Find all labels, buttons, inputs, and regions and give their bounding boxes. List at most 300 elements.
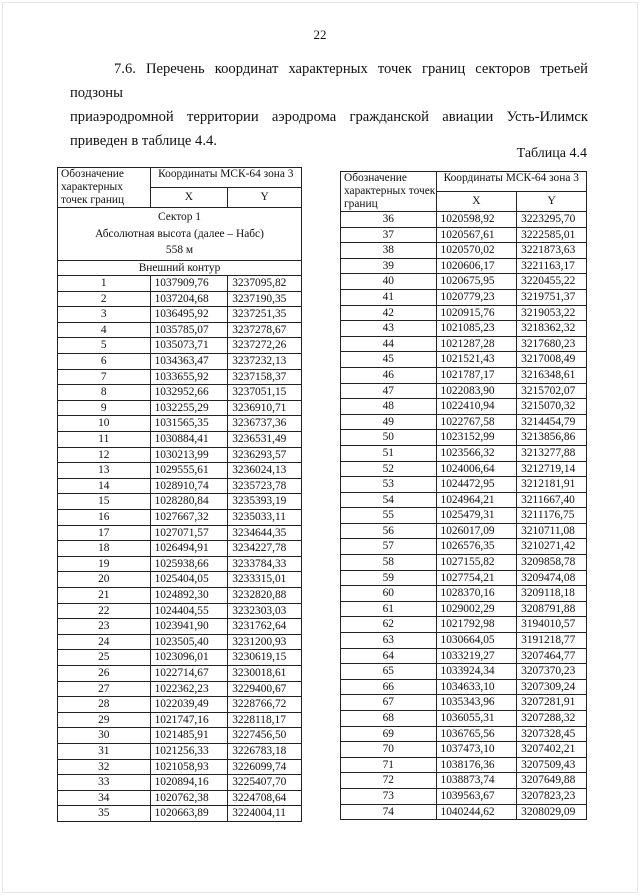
point-number: 70 — [341, 742, 437, 758]
coordinate-x: 1021792,98 — [436, 617, 517, 633]
intro-line-3: приведен в таблице 4.4. — [70, 133, 217, 149]
table-row — [58, 525, 302, 541]
coordinate-x: 1040244,62 — [436, 804, 517, 820]
coordinate-x: 1034363,47 — [150, 354, 228, 370]
coordinate-x: 1020762,38 — [150, 790, 228, 806]
coordinate-y: 3207309,24 — [517, 679, 587, 695]
coordinate-x: 1035343,96 — [436, 695, 517, 711]
coordinate-y: 3219751,37 — [517, 289, 587, 305]
table-row — [58, 338, 302, 354]
table-row — [341, 258, 587, 274]
coordinate-y: 3207281,91 — [517, 695, 587, 711]
point-number: 24 — [58, 634, 151, 650]
table-row — [341, 711, 587, 727]
coordinate-y: 3234644,35 — [228, 525, 302, 541]
point-number: 58 — [341, 555, 437, 571]
coordinate-y: 3219053,22 — [517, 305, 587, 321]
point-number: 45 — [341, 352, 437, 368]
point-number: 20 — [58, 572, 151, 588]
table-row — [58, 712, 302, 728]
table-row — [58, 775, 302, 791]
table-row — [341, 445, 587, 461]
table-row — [341, 726, 587, 742]
coordinate-x: 1030884,41 — [150, 432, 228, 448]
coordinate-x: 1036055,31 — [436, 711, 517, 727]
coordinate-x: 1039563,67 — [436, 788, 517, 804]
table-row — [341, 399, 587, 415]
table-row — [341, 274, 587, 290]
coordinate-x: 1026576,35 — [436, 539, 517, 555]
table-row — [58, 385, 302, 401]
point-number: 2 — [58, 291, 151, 307]
coordinate-y: 3207328,45 — [517, 726, 587, 742]
point-number: 51 — [341, 445, 437, 461]
point-number: 44 — [341, 336, 437, 352]
sector-height-label: Абсолютная высота (далее – Набс) — [95, 227, 264, 240]
point-number: 6 — [58, 354, 151, 370]
point-number: 30 — [58, 728, 151, 744]
table-row — [341, 321, 587, 337]
header-x: X — [150, 188, 228, 208]
coordinate-y: 3215070,32 — [517, 399, 587, 415]
point-number: 35 — [58, 806, 151, 822]
point-number: 1 — [58, 276, 151, 292]
table-row — [341, 212, 587, 228]
coordinate-y: 3209474,08 — [517, 570, 587, 586]
coordinate-y: 3236737,36 — [228, 416, 302, 432]
coordinate-x: 1022410,94 — [436, 399, 517, 415]
coordinate-y: 3237278,67 — [228, 322, 302, 338]
table-row — [341, 617, 587, 633]
table-row — [58, 494, 302, 510]
coordinate-x: 1035073,71 — [150, 338, 228, 354]
coordinate-y: 3231762,64 — [228, 619, 302, 635]
point-number: 71 — [341, 757, 437, 773]
coordinate-y: 3227456,50 — [228, 728, 302, 744]
coordinate-x: 1026017,09 — [436, 523, 517, 539]
table-row — [58, 276, 302, 292]
coordinate-y: 3230619,15 — [228, 650, 302, 666]
table-row — [58, 510, 302, 526]
point-number: 68 — [341, 711, 437, 727]
point-number: 74 — [341, 804, 437, 820]
table-row — [341, 586, 587, 602]
table-row — [341, 539, 587, 555]
coordinate-y: 3209858,78 — [517, 555, 587, 571]
table-row — [58, 556, 302, 572]
point-number: 27 — [58, 681, 151, 697]
coordinate-x: 1021287,28 — [436, 336, 517, 352]
coordinate-x: 1020567,61 — [436, 227, 517, 243]
header-y: Y — [517, 192, 587, 212]
table-row — [341, 804, 587, 820]
point-number: 53 — [341, 477, 437, 493]
point-number: 41 — [341, 289, 437, 305]
point-number: 64 — [341, 648, 437, 664]
point-number: 46 — [341, 367, 437, 383]
point-number: 7 — [58, 369, 151, 385]
coordinate-y: 3237190,35 — [228, 291, 302, 307]
coordinate-y: 3207509,43 — [517, 757, 587, 773]
point-number: 72 — [341, 773, 437, 789]
coordinate-y: 3194010,57 — [517, 617, 587, 633]
coordinate-x: 1032952,66 — [150, 385, 228, 401]
coordinate-x: 1020915,76 — [436, 305, 517, 321]
coordinate-x: 1020779,23 — [436, 289, 517, 305]
coordinate-y: 3218362,32 — [517, 321, 587, 337]
coordinate-y: 3235393,19 — [228, 494, 302, 510]
header-point-label: Обозначение характерных точек границ — [341, 172, 437, 212]
point-number: 38 — [341, 243, 437, 259]
point-number: 57 — [341, 539, 437, 555]
coordinate-x: 1026494,91 — [150, 541, 228, 557]
table-row — [341, 367, 587, 383]
coordinate-y: 3228118,17 — [228, 712, 302, 728]
coordinate-x: 1020598,92 — [436, 212, 517, 228]
coordinate-x: 1025404,05 — [150, 572, 228, 588]
point-number: 3 — [58, 307, 151, 323]
coordinate-y: 3224708,64 — [228, 790, 302, 806]
table-row — [58, 354, 302, 370]
table-row — [58, 478, 302, 494]
point-number: 49 — [341, 414, 437, 430]
coordinate-x: 1022039,49 — [150, 697, 228, 713]
coordinate-x: 1033219,27 — [436, 648, 517, 664]
coordinate-y: 3223295,70 — [517, 212, 587, 228]
coordinate-y: 3237232,13 — [228, 354, 302, 370]
coordinate-x: 1024472,95 — [436, 477, 517, 493]
point-number: 63 — [341, 633, 437, 649]
point-number: 36 — [341, 212, 437, 228]
coordinate-x: 1028370,16 — [436, 586, 517, 602]
coordinate-y: 3236024,13 — [228, 463, 302, 479]
coordinate-y: 3210711,08 — [517, 523, 587, 539]
table-row — [58, 587, 302, 603]
coordinate-y: 3208029,09 — [517, 804, 587, 820]
point-number: 12 — [58, 447, 151, 463]
coordinate-x: 1027155,82 — [436, 555, 517, 571]
coordinate-x: 1029002,29 — [436, 601, 517, 617]
table-row — [58, 572, 302, 588]
point-number: 65 — [341, 664, 437, 680]
table-row — [341, 742, 587, 758]
coordinate-x: 1021747,16 — [150, 712, 228, 728]
table-row — [341, 555, 587, 571]
sector-height-value: 558 м — [165, 244, 194, 256]
header-point-label: Обозначение характерных точек границ — [58, 168, 151, 208]
point-number: 59 — [341, 570, 437, 586]
coordinate-x: 1023941,90 — [150, 619, 228, 635]
table-row — [58, 603, 302, 619]
coordinate-y: 3233784,33 — [228, 556, 302, 572]
table-row — [341, 352, 587, 368]
coordinates-table-left — [57, 167, 302, 822]
point-number: 25 — [58, 650, 151, 666]
table-row — [58, 541, 302, 557]
coordinate-y: 3207288,32 — [517, 711, 587, 727]
point-number: 14 — [58, 478, 151, 494]
table-row — [341, 757, 587, 773]
coordinate-x: 1021058,93 — [150, 759, 228, 775]
coordinate-x: 1024006,64 — [436, 461, 517, 477]
point-number: 67 — [341, 695, 437, 711]
table-row — [58, 728, 302, 744]
table-row — [341, 430, 587, 446]
table-row — [58, 447, 302, 463]
coordinate-y: 3215702,07 — [517, 383, 587, 399]
coordinate-y: 3211176,75 — [517, 508, 587, 524]
coordinate-x: 1023505,40 — [150, 634, 228, 650]
coordinate-y: 3210271,42 — [517, 539, 587, 555]
coordinate-y: 3221873,63 — [517, 243, 587, 259]
coordinate-x: 1020675,95 — [436, 274, 517, 290]
table-row — [58, 619, 302, 635]
point-number: 40 — [341, 274, 437, 290]
coordinate-y: 3224004,11 — [228, 806, 302, 822]
coordinate-x: 1020663,89 — [150, 806, 228, 822]
coordinate-y: 3236293,57 — [228, 447, 302, 463]
coordinate-y: 3216348,61 — [517, 367, 587, 383]
point-number: 33 — [58, 775, 151, 791]
coordinate-y: 3228766,72 — [228, 697, 302, 713]
table-row — [58, 790, 302, 806]
coordinate-y: 3207464,77 — [517, 648, 587, 664]
point-number: 4 — [58, 322, 151, 338]
coordinate-y: 3229400,67 — [228, 681, 302, 697]
coordinate-y: 3207823,23 — [517, 788, 587, 804]
point-number: 8 — [58, 385, 151, 401]
table-row — [341, 305, 587, 321]
table-caption: Таблица 4.4 — [516, 146, 587, 161]
coordinate-y: 3213277,88 — [517, 445, 587, 461]
coordinate-y: 3233315,01 — [228, 572, 302, 588]
table-row — [341, 477, 587, 493]
coordinate-x: 1021521,43 — [436, 352, 517, 368]
coordinate-y: 3237051,15 — [228, 385, 302, 401]
table-row — [341, 227, 587, 243]
coordinate-x: 1020894,16 — [150, 775, 228, 791]
coordinate-y: 3232820,88 — [228, 587, 302, 603]
coordinate-x: 1036765,56 — [436, 726, 517, 742]
point-number: 60 — [341, 586, 437, 602]
coordinate-y: 3237272,26 — [228, 338, 302, 354]
coordinate-x: 1022083,90 — [436, 383, 517, 399]
coordinate-y: 3217008,49 — [517, 352, 587, 368]
coordinate-x: 1021256,33 — [150, 743, 228, 759]
coordinate-y: 3237158,37 — [228, 369, 302, 385]
table-row — [58, 634, 302, 650]
table-row — [58, 743, 302, 759]
point-number: 48 — [341, 399, 437, 415]
point-number: 47 — [341, 383, 437, 399]
table-row — [58, 759, 302, 775]
coordinate-x: 1023566,32 — [436, 445, 517, 461]
coordinate-y: 3226783,18 — [228, 743, 302, 759]
table-row — [341, 788, 587, 804]
point-number: 15 — [58, 494, 151, 510]
coordinate-y: 3232303,03 — [228, 603, 302, 619]
coordinate-y: 3212719,14 — [517, 461, 587, 477]
table-row — [341, 773, 587, 789]
point-number: 29 — [58, 712, 151, 728]
coordinate-x: 1028280,84 — [150, 494, 228, 510]
coordinates-table-right — [340, 171, 587, 820]
coordinate-x: 1027667,32 — [150, 510, 228, 526]
coordinate-x: 1024964,21 — [436, 492, 517, 508]
coordinate-x: 1037909,76 — [150, 276, 228, 292]
coordinate-y: 3234227,78 — [228, 541, 302, 557]
coordinate-x: 1021085,23 — [436, 321, 517, 337]
table-row — [341, 648, 587, 664]
coordinate-x: 1024404,55 — [150, 603, 228, 619]
point-number: 19 — [58, 556, 151, 572]
coordinate-y: 3211667,40 — [517, 492, 587, 508]
table-row — [341, 289, 587, 305]
point-number: 13 — [58, 463, 151, 479]
coordinate-x: 1034633,10 — [436, 679, 517, 695]
point-number: 5 — [58, 338, 151, 354]
table-row — [58, 291, 302, 307]
coordinate-x: 1020606,17 — [436, 258, 517, 274]
table-row — [341, 414, 587, 430]
table-row — [341, 601, 587, 617]
coordinate-y: 3231200,93 — [228, 634, 302, 650]
coordinate-x: 1033655,92 — [150, 369, 228, 385]
coordinate-x: 1027754,21 — [436, 570, 517, 586]
point-number: 52 — [341, 461, 437, 477]
coordinate-x: 1029555,61 — [150, 463, 228, 479]
intro-line-1: 7.6. Перечень координат характерных точек границ секторов третьей подзоны — [70, 61, 588, 101]
coordinate-y: 3217680,23 — [517, 336, 587, 352]
point-number: 16 — [58, 510, 151, 526]
coordinate-x: 1023152,99 — [436, 430, 517, 446]
table-row — [341, 383, 587, 399]
page-number: 22 — [313, 27, 327, 42]
sector-info — [58, 208, 302, 261]
header-coordinates: Координаты МСК-64 зона 3 — [150, 168, 301, 188]
table-row — [58, 650, 302, 666]
coordinate-x: 1032255,29 — [150, 400, 228, 416]
point-number: 66 — [341, 679, 437, 695]
coordinate-y: 3207402,21 — [517, 742, 587, 758]
coordinate-x: 1025479,31 — [436, 508, 517, 524]
coordinate-x: 1021787,17 — [436, 367, 517, 383]
point-number: 55 — [341, 508, 437, 524]
table-row — [341, 492, 587, 508]
table-row — [58, 307, 302, 323]
point-number: 42 — [341, 305, 437, 321]
coordinate-y: 3191218,77 — [517, 633, 587, 649]
coordinate-x: 1022362,23 — [150, 681, 228, 697]
coordinate-y: 3209118,18 — [517, 586, 587, 602]
coordinate-y: 3235033,11 — [228, 510, 302, 526]
coordinate-x: 1033924,34 — [436, 664, 517, 680]
point-number: 32 — [58, 759, 151, 775]
table-row — [341, 679, 587, 695]
point-number: 11 — [58, 432, 151, 448]
point-number: 34 — [58, 790, 151, 806]
coordinate-y: 3236910,71 — [228, 400, 302, 416]
coordinate-y: 3237251,35 — [228, 307, 302, 323]
coordinate-x: 1037204,68 — [150, 291, 228, 307]
coordinate-x: 1035785,07 — [150, 322, 228, 338]
contour-label: Внешний контур — [58, 260, 302, 276]
point-number: 28 — [58, 697, 151, 713]
point-number: 31 — [58, 743, 151, 759]
point-number: 39 — [341, 258, 437, 274]
table-row — [58, 806, 302, 822]
coordinate-x: 1022767,58 — [436, 414, 517, 430]
table-row — [58, 400, 302, 416]
point-number: 22 — [58, 603, 151, 619]
point-number: 21 — [58, 587, 151, 603]
header-coordinates: Координаты МСК-64 зона 3 — [436, 172, 586, 192]
coordinate-x: 1025938,66 — [150, 556, 228, 572]
point-number: 18 — [58, 541, 151, 557]
coordinate-x: 1038176,36 — [436, 757, 517, 773]
coordinate-x: 1031565,35 — [150, 416, 228, 432]
table-row — [58, 322, 302, 338]
header-x: X — [436, 192, 517, 212]
header-y: Y — [228, 188, 302, 208]
table-row — [341, 633, 587, 649]
table-row — [58, 681, 302, 697]
table-row — [341, 336, 587, 352]
point-number: 69 — [341, 726, 437, 742]
table-row — [341, 570, 587, 586]
point-number: 56 — [341, 523, 437, 539]
table-row — [341, 664, 587, 680]
coordinate-x: 1036495,92 — [150, 307, 228, 323]
coordinate-x: 1028910,74 — [150, 478, 228, 494]
coordinate-x: 1023096,01 — [150, 650, 228, 666]
table-row — [341, 523, 587, 539]
table-row — [58, 665, 302, 681]
coordinate-y: 3226099,74 — [228, 759, 302, 775]
table-row — [58, 369, 302, 385]
point-number: 17 — [58, 525, 151, 541]
table-row — [341, 695, 587, 711]
table-row — [58, 416, 302, 432]
coordinate-y: 3221163,17 — [517, 258, 587, 274]
coordinate-y: 3214454,79 — [517, 414, 587, 430]
table-row — [341, 243, 587, 259]
coordinate-y: 3207649,88 — [517, 773, 587, 789]
table-row — [58, 463, 302, 479]
coordinate-x: 1024892,30 — [150, 587, 228, 603]
point-number: 62 — [341, 617, 437, 633]
coordinate-x: 1022714,67 — [150, 665, 228, 681]
point-number: 73 — [341, 788, 437, 804]
coordinate-x: 1030213,99 — [150, 447, 228, 463]
table-row — [341, 508, 587, 524]
point-number: 23 — [58, 619, 151, 635]
coordinate-x: 1037473,10 — [436, 742, 517, 758]
point-number: 9 — [58, 400, 151, 416]
intro-paragraph — [70, 57, 588, 153]
table-row — [58, 697, 302, 713]
point-number: 26 — [58, 665, 151, 681]
coordinate-y: 3236531,49 — [228, 432, 302, 448]
coordinate-x: 1038873,74 — [436, 773, 517, 789]
intro-line-2: приаэродромной территории аэродрома гражданской авиации Усть-Илимск — [70, 109, 588, 125]
coordinate-x: 1021485,91 — [150, 728, 228, 744]
point-number: 43 — [341, 321, 437, 337]
point-number: 54 — [341, 492, 437, 508]
sector-title: Сектор 1 — [158, 211, 201, 223]
coordinate-y: 3212181,91 — [517, 477, 587, 493]
coordinate-y: 3230018,61 — [228, 665, 302, 681]
